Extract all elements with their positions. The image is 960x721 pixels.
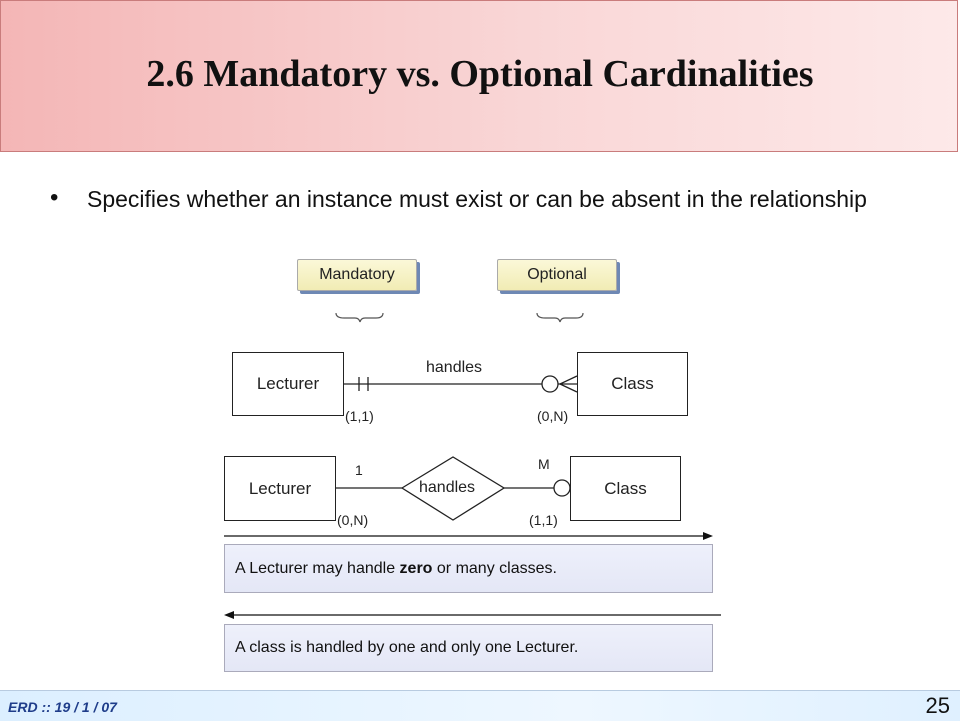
backward-arrow-head (224, 611, 234, 619)
slide-title: 2.6 Mandatory vs. Optional Cardinalities (146, 53, 814, 95)
lecturer-entity-1: Lecturer (232, 352, 344, 416)
page-number: 25 (925, 693, 950, 718)
degree-left-2: 1 (355, 462, 363, 478)
class-entity-2: Class (570, 456, 681, 521)
cardinality-right-2: (1,1) (529, 512, 558, 528)
degree-right-2: M (538, 456, 550, 472)
relationship-label-2: handles (419, 479, 476, 496)
mandatory-brace (336, 313, 383, 322)
forward-note (224, 544, 713, 593)
optional-circle-2 (554, 480, 570, 496)
class-entity-1: Class (577, 352, 688, 416)
cardinality-left-1: (1,1) (345, 408, 374, 424)
forward-arrow-head (703, 532, 713, 540)
cardinality-left-2: (0,N) (337, 512, 369, 528)
footer-label: ERD :: 19 / 1 / 07 (8, 699, 117, 715)
forward-note-pre: A Lecturer may handle (235, 560, 396, 577)
footer-bar (0, 690, 960, 721)
optional-brace (537, 313, 583, 322)
forward-note-post: or many classes. (432, 560, 557, 577)
mandatory-tag: Mandatory (297, 259, 417, 291)
forward-note-bold: zero (399, 560, 433, 577)
bullet-text: Specifies whether an instance must exist or can be absent in the relationship (87, 186, 867, 212)
crow-foot-bottom (560, 384, 577, 392)
optional-tag: Optional (497, 259, 617, 291)
optional-circle-1 (542, 376, 558, 392)
lecturer-entity-2: Lecturer (224, 456, 336, 521)
crow-foot-top (560, 376, 577, 384)
cardinality-right-1: (0,N) (537, 408, 569, 424)
relationship-label-1: handles (426, 359, 483, 376)
bullet-marker: • (50, 184, 59, 211)
backward-note: A class is handled by one and only one Lecturer. (224, 624, 713, 672)
